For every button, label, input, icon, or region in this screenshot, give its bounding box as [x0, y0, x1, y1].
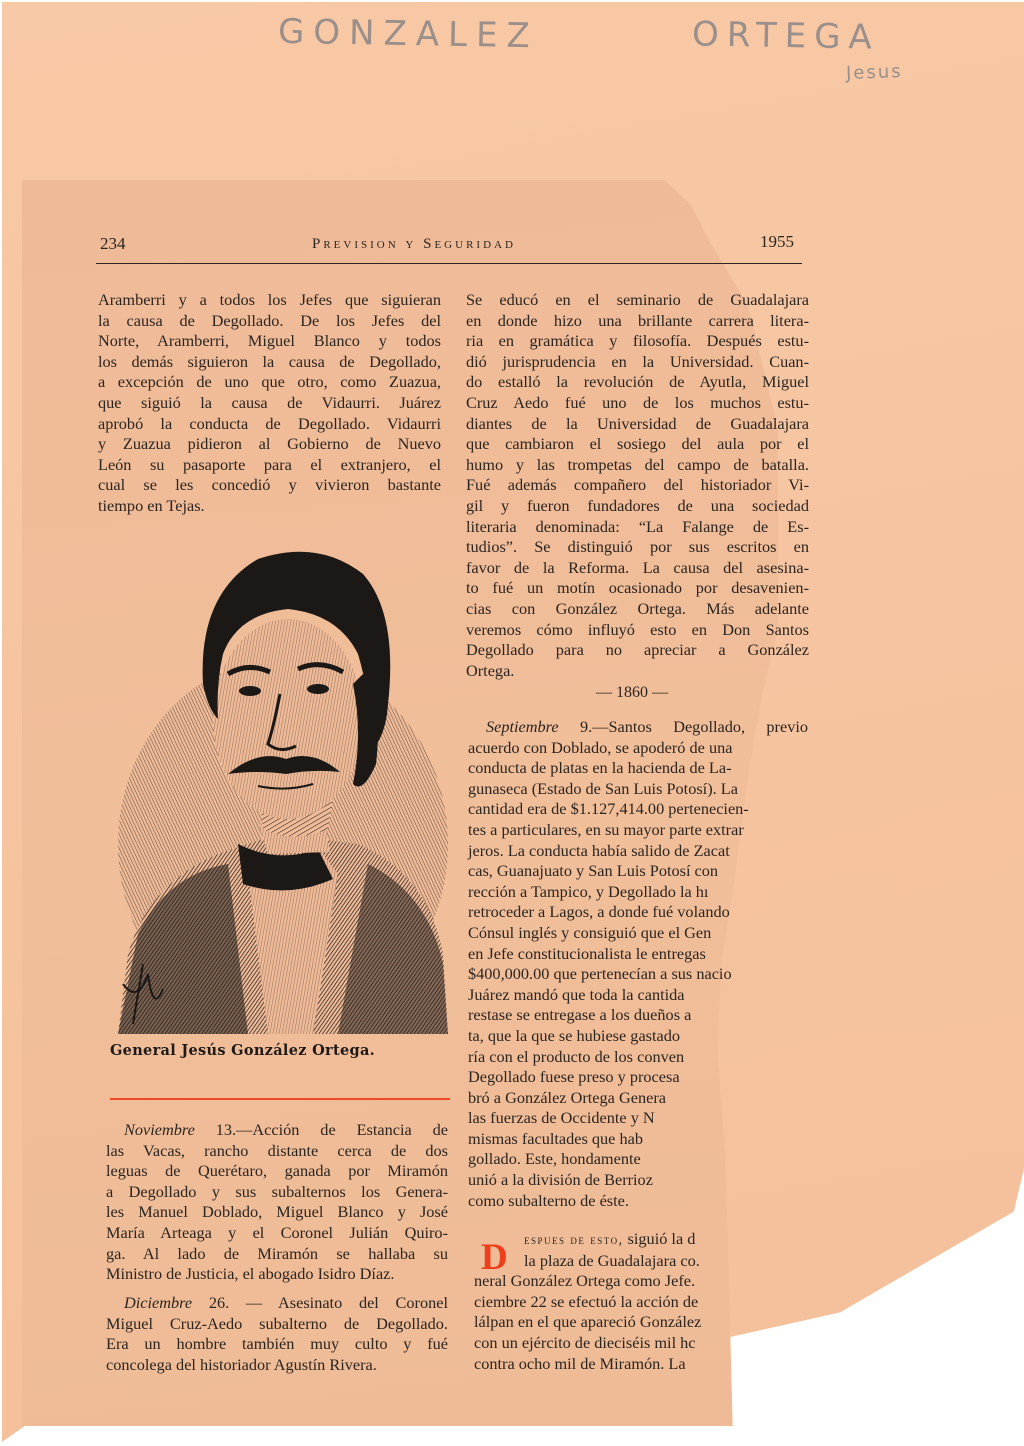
pencil-annotation-given-name: Jesus — [845, 61, 903, 84]
text-line: ga. Al lado de Miramón se hallaba su — [106, 1243, 448, 1263]
text-line: Degollado para no apreciar a González — [466, 640, 809, 660]
text-line: lálpan en el que apareció González — [474, 1312, 702, 1332]
text-lines — [106, 1141, 448, 1285]
text-line: Era un hombre también muy culto y fué — [106, 1334, 448, 1354]
text-line: veremos cómo influyó esto en Don Santos — [466, 619, 809, 639]
text-line: unió a la división de Berrioz — [468, 1170, 653, 1190]
text-line — [106, 1293, 448, 1314]
text-lines — [468, 738, 808, 1212]
text-line: les Manuel Doblado, Miguel Blanco y José — [106, 1202, 448, 1222]
text-line: gil y fueron fundadores de una sociedad — [466, 495, 809, 515]
text-line: Fué además compañero del historiador Vi- — [466, 475, 809, 495]
text-fragment: 13.—Acción de Estancia de — [194, 1120, 448, 1139]
text-line: leguas de Querétaro, ganada por Miramón — [106, 1161, 448, 1181]
text-line: literaria denominada: “La Falange de Es- — [466, 516, 809, 536]
text-line: León su pasaporte para el extranjero, el — [98, 454, 441, 474]
text-line — [474, 1229, 774, 1251]
header-rule — [96, 263, 802, 264]
text-line: con un ejército de dieciséis mil hc — [474, 1332, 696, 1352]
text-line — [468, 717, 808, 738]
text-line: cias con González Ortega. Más adelante — [466, 598, 809, 618]
text-line: ciembre 22 se efectuó la acción de — [474, 1291, 699, 1311]
text-line: cas, Guanajuato y San Luis Potosí con — [468, 861, 719, 881]
text-line: a Degollado y sus subalternos los Genera- — [106, 1181, 448, 1201]
text-line: mismas facultades que hab — [468, 1128, 643, 1148]
text-line: diantes de la Universidad de Guadalajara — [466, 413, 809, 433]
text-line: Se educó en el seminario de Guadalajara — [466, 290, 809, 309]
text-line: que cambiaron el sosiego del aula por el — [466, 434, 809, 454]
red-divider-rule — [110, 1098, 450, 1100]
text-line — [106, 1120, 448, 1141]
text-line: jeros. La conducta había salido de Zacat — [468, 840, 730, 860]
text-line: contra ocho mil de Miramón. La — [474, 1353, 686, 1373]
text-line: María Arteaga y el Coronel Julián Quiro- — [106, 1222, 448, 1242]
text-line: Degollado fuese preso y procesa — [468, 1067, 680, 1087]
date-label: Septiembre — [486, 717, 559, 736]
text-line: acuerdo con Doblado, se apoderó de una — [468, 737, 733, 757]
left-column-november-paragraph — [106, 1120, 448, 1285]
text-line: tes a particulares, en su mayor parte extrar — [468, 819, 744, 839]
text-line: la plaza de Guadalajara co. — [524, 1250, 700, 1270]
text-line: bró a González Ortega Genera — [468, 1087, 666, 1107]
portrait-eye-right — [307, 684, 329, 694]
text-line: Cruz Aedo fué uno de los muchos estu- — [466, 392, 809, 412]
left-column-top-paragraph — [98, 290, 441, 517]
text-line: Juárez mandó que toda la cantida — [468, 984, 685, 1004]
text-line: cantidad era de $1.127,414.00 pertenecien- — [468, 799, 749, 819]
text-line: humo y las trompetas del campo de batalla. — [466, 454, 809, 474]
text-line: que siguió la causa de Vidaurri. Juárez — [98, 392, 441, 412]
text-line: ria en gramática y filosofía. Después estu- — [466, 331, 809, 351]
text-line: rección a Tampico, y Degollado la hı — [468, 881, 709, 901]
portrait-engraving — [108, 534, 448, 1034]
text-lines — [106, 1314, 448, 1376]
portrait-caption: General Jesús González Ortega. — [110, 1042, 375, 1059]
text-line: los demás siguieron la causa de Degollado, — [98, 351, 441, 371]
text-line: do estalló la revolución de Ayutla, Miguel — [466, 372, 809, 392]
right-column-top-paragraph — [466, 290, 809, 681]
text-line: conducta de platas en la hacienda de La- — [468, 758, 732, 778]
text-line: to fué un motín ocasionado por desavenien- — [466, 578, 809, 598]
text-line: restase se entregase a los dueños a — [468, 1005, 692, 1025]
text-line: concolega del historiador Agustín Rivera. — [106, 1354, 377, 1374]
text-line: Ortega. — [466, 660, 515, 680]
text-line: Miguel Cruz-Aedo subalterno de Degollado. — [106, 1313, 448, 1333]
text-line: en donde hizo una brillante carrera litera- — [466, 310, 809, 330]
text-line: como subalterno de éste. — [468, 1190, 629, 1210]
journal-year: 1955 — [760, 232, 794, 251]
text-line: favor de la Reforma. La causa del asesina- — [466, 557, 809, 577]
text-line: aprobó la conducta de Degollado. Vidaurri — [98, 413, 441, 433]
text-line: las Vacas, rancho distante cerca de dos — [106, 1140, 448, 1160]
text-line: neral González Ortega como Jefe. — [474, 1271, 696, 1291]
text-line: gunaseca (Estado de San Luis Potosí). La — [468, 778, 738, 798]
page-number: 234 — [100, 234, 126, 253]
text-line: las fuerzas de Occidente y N — [468, 1108, 655, 1128]
text-line: retroceder a Lagos, a donde fué volando — [468, 902, 730, 922]
text-line: tudios”. Se distinguió por sus escritos en — [466, 537, 809, 557]
text-line: Cónsul inglés y consiguió que el Gen — [468, 922, 712, 942]
year-divider: — 1860 — — [596, 684, 668, 701]
text-line: cual se les concedió y vivieron bastante — [98, 475, 441, 495]
text-line: a excepción de uno que otro, como Zuazua, — [98, 372, 441, 392]
drop-cap: D — [481, 1237, 508, 1278]
text-line: la causa de Degollado. De los Jefes del — [98, 310, 441, 330]
text-lines — [474, 1251, 774, 1375]
text-fragment: 9.—Santos Degollado, previo — [558, 717, 808, 736]
right-column-september-paragraph — [468, 717, 808, 1211]
text-line: $400,000.00 que pertenecían a sus nacio — [468, 964, 732, 984]
text-line: ta, que la que se hubiese gastado — [468, 1025, 681, 1045]
text-line: tiempo en Tejas. — [98, 495, 205, 515]
text-line: y Zuazua pidieron al Gobierno de Nuevo — [98, 434, 441, 454]
text-line: dió jurisprudencia en la Universidad. Cuan- — [466, 351, 809, 371]
text-line: en Jefe constitucionalista le entregas — [468, 943, 706, 963]
journal-title: Prevision y Seguridad — [312, 236, 516, 252]
date-label: Noviembre — [124, 1120, 195, 1139]
text-fragment: 26. — Asesinato del Coronel — [192, 1293, 448, 1312]
text-line: Ministro de Justicia, el abogado Isidro Díaz. — [106, 1264, 395, 1284]
portrait-eye-left — [239, 686, 261, 696]
right-column-bottom-paragraph — [474, 1229, 774, 1374]
text-fragment: siguió la d — [623, 1229, 696, 1248]
date-label: Diciembre — [124, 1293, 193, 1312]
small-caps-lead: espues de esto, — [524, 1232, 624, 1247]
text-line: Aramberri y a todos los Jefes que siguieran — [98, 290, 441, 309]
page-header — [96, 230, 802, 262]
left-column-december-paragraph — [106, 1293, 448, 1375]
text-line: ría con el producto de los conven — [468, 1046, 685, 1066]
pencil-annotation-surname-second: ORTEGA — [691, 14, 881, 58]
text-line: Norte, Aramberri, Miguel Blanco y todos — [98, 331, 441, 351]
pencil-annotation-surname: GONZALEZ — [277, 11, 540, 57]
text-line: gollado. Este, hondamente — [468, 1149, 641, 1169]
